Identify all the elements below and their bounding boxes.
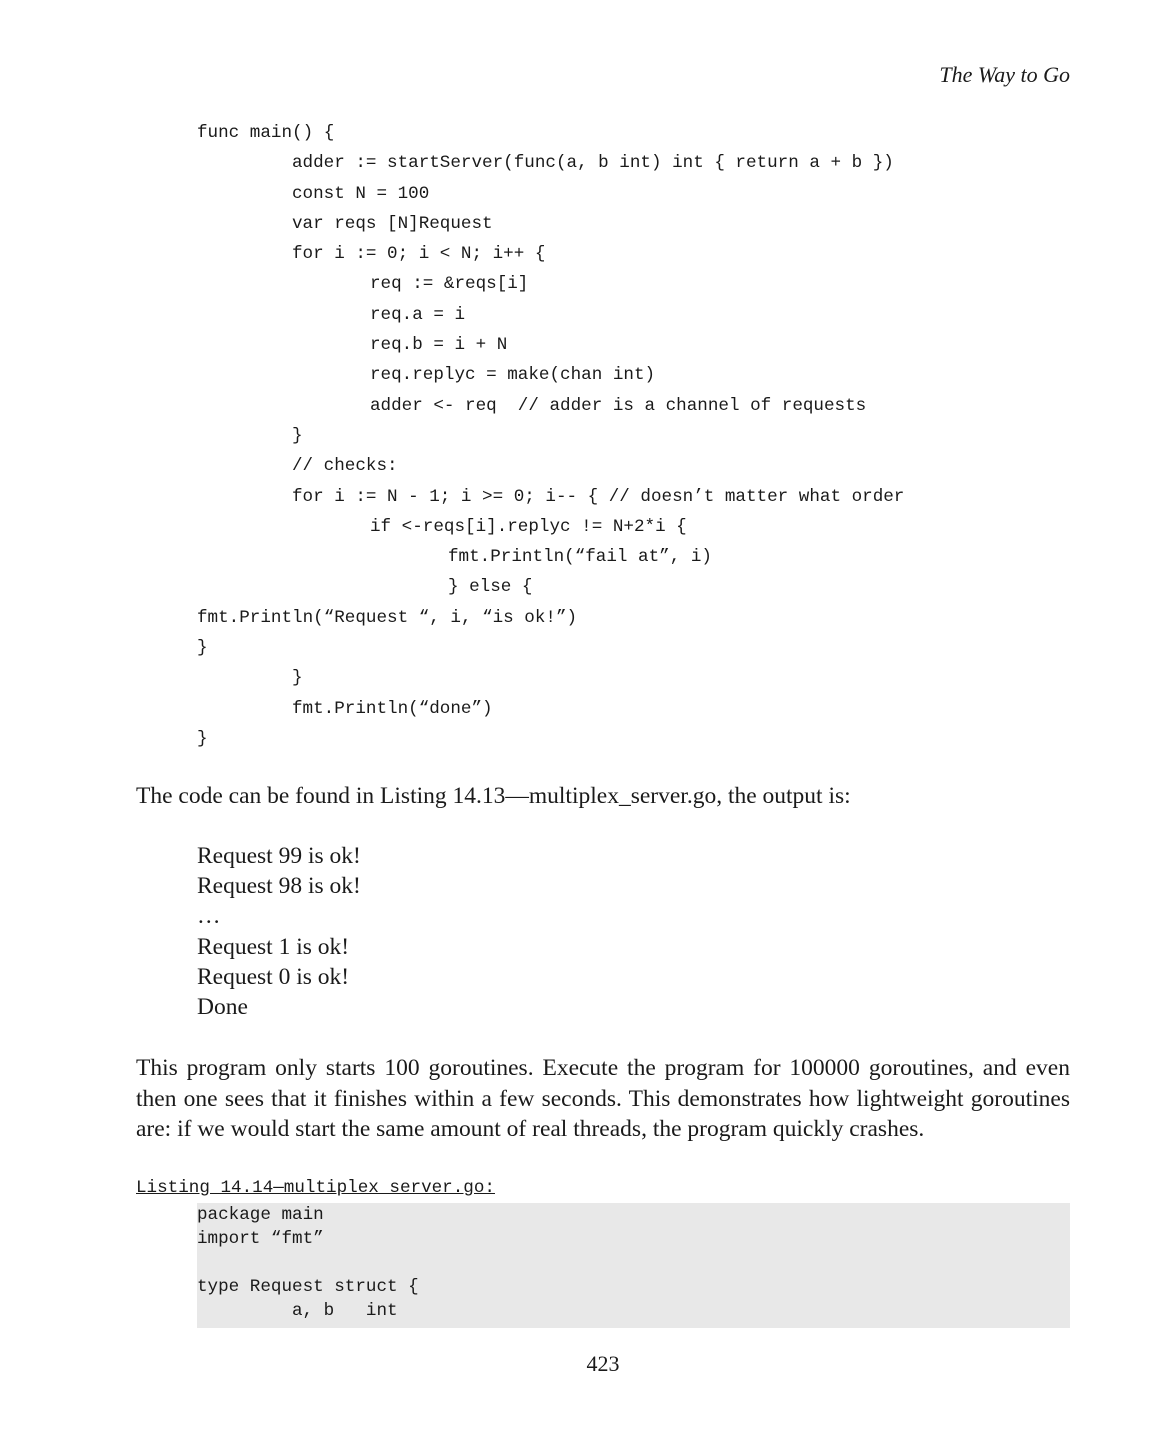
code-line: } else { xyxy=(448,577,533,598)
output-line: Request 1 is ok! xyxy=(197,933,350,960)
listing-code-line: a, b int xyxy=(292,1301,398,1321)
listing-code-line: import “fmt” xyxy=(197,1229,324,1249)
code-line: req.a = i xyxy=(370,304,466,325)
code-line: req.b = i + N xyxy=(370,335,508,356)
output-line: … xyxy=(197,903,221,930)
listing-code-line xyxy=(197,1251,1070,1275)
listing-code-line: package main xyxy=(197,1205,324,1225)
code-line: func main() { xyxy=(197,123,335,143)
code-line: const N = 100 xyxy=(292,183,430,204)
code-line: } xyxy=(197,728,208,749)
listing-title: Listing 14.14—multiplex_server.go: xyxy=(136,1178,495,1198)
code-line: adder <- req // adder is a channel of requests xyxy=(370,395,867,416)
code-line: fmt.Println(“Request “, i, “is ok!”) xyxy=(197,607,578,628)
listing-code-line: type Request struct { xyxy=(197,1277,419,1297)
output-line: Request 98 is ok! xyxy=(197,873,361,900)
output-line: Request 0 is ok! xyxy=(197,963,350,990)
code-line: fmt.Println(“done”) xyxy=(292,698,493,719)
code-block-main-function xyxy=(197,118,904,754)
code-line: fmt.Println(“fail at”, i) xyxy=(448,547,712,568)
code-line: var reqs [N]Request xyxy=(292,213,493,234)
code-line: if <-reqs[i].replyc != N+2*i { xyxy=(370,516,687,537)
code-line: // checks: xyxy=(292,456,398,477)
running-header: The Way to Go xyxy=(939,62,1070,87)
code-line: for i := 0; i < N; i++ { xyxy=(292,244,546,265)
code-line: req.replyc = make(chan int) xyxy=(370,365,656,386)
listing-code-block xyxy=(197,1203,1070,1328)
code-line: req := &reqs[i] xyxy=(370,274,529,295)
body-paragraph-goroutines: This program only starts 100 goroutines. Execute the program for 100000 goroutines, and even then one sees that it finishes within a few seconds. This demonstrates how lightweight goroutines are: if we would start the same amount of real threads, the program quickly crashes. xyxy=(136,1055,1070,1142)
code-line: } xyxy=(292,425,303,446)
code-line: } xyxy=(197,638,208,659)
page-number: 423 xyxy=(586,1351,620,1376)
output-line: Done xyxy=(197,994,248,1021)
code-line: adder := startServer(func(a, b int) int { return a + b }) xyxy=(292,153,894,174)
code-line: } xyxy=(292,668,303,689)
code-line: for i := N - 1; i >= 0; i-- { // doesn’t matter what order xyxy=(292,486,905,507)
output-line: Request 99 is ok! xyxy=(197,843,361,869)
body-paragraph-listing-reference: The code can be found in Listing 14.13—multiplex_server.go, the output is: xyxy=(136,783,851,809)
program-output-block xyxy=(197,841,361,1022)
